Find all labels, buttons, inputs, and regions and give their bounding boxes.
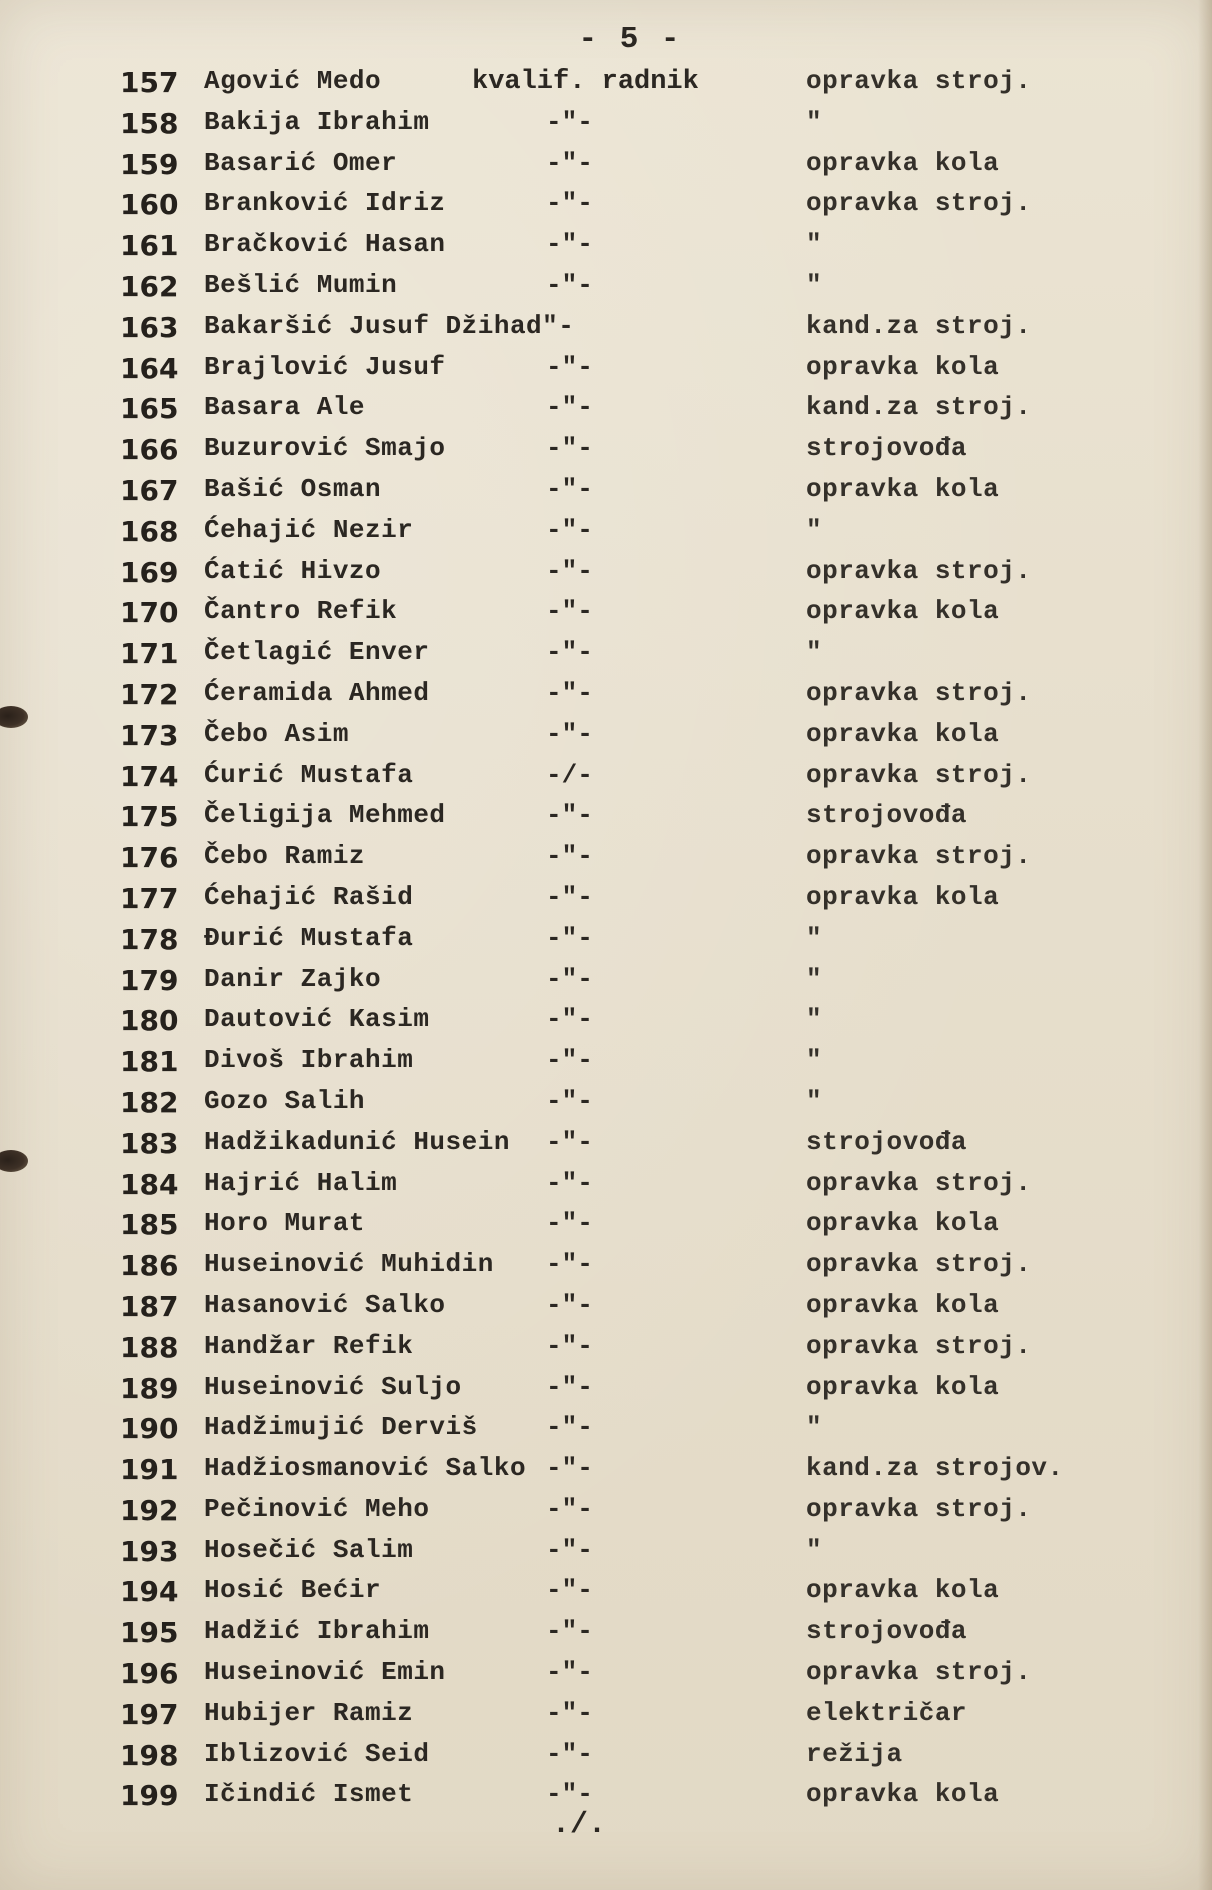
job-assignment: opravka kola (806, 1575, 1000, 1606)
ditto-mark: -"- (546, 1045, 593, 1076)
employee-name: Bakaršić Jusuf Džihad"- (204, 310, 575, 341)
job-assignment: " (806, 514, 823, 545)
list-item (0, 1653, 1212, 1694)
list-item (0, 1123, 1212, 1164)
continuation-mark: ./. (552, 1808, 607, 1842)
ditto-mark: -"- (546, 1493, 593, 1524)
row-number: 199 (120, 1779, 179, 1813)
job-assignment: opravka kola (806, 1208, 1000, 1239)
job-assignment: " (806, 1534, 823, 1565)
row-number: 187 (120, 1289, 179, 1323)
list-item (0, 1000, 1212, 1041)
ditto-mark: -"- (546, 1657, 593, 1688)
ditto-mark: -"- (546, 1697, 593, 1728)
row-number: 163 (120, 310, 179, 344)
list-item (0, 837, 1212, 878)
row-number: 175 (120, 800, 179, 834)
row-number: 195 (120, 1616, 179, 1650)
list-item (0, 1286, 1212, 1327)
row-number: 157 (120, 66, 179, 99)
row-number: 196 (120, 1657, 179, 1691)
row-number: 177 (120, 881, 179, 915)
employee-name: Basara Ale (204, 392, 366, 423)
list-item (0, 388, 1212, 429)
job-assignment: strojovođa (806, 433, 968, 464)
row-number: 172 (120, 677, 179, 711)
list-item (0, 1408, 1212, 1449)
job-assignment: opravka kola (806, 1289, 1000, 1320)
ditto-mark: -"- (546, 922, 593, 953)
employee-name: Basarić Omer (204, 147, 398, 178)
ditto-mark: -"- (546, 1412, 593, 1443)
job-assignment: električar (806, 1697, 968, 1728)
employee-name: Ćehajić Rašid (204, 881, 414, 912)
job-assignment: " (806, 269, 823, 300)
row-number: 178 (120, 922, 179, 956)
employee-name: Hajrić Halim (204, 1167, 398, 1198)
ditto-mark: -"- (546, 188, 593, 219)
list-item (0, 144, 1212, 185)
ditto-mark: -"- (546, 555, 593, 586)
list-item (0, 266, 1212, 307)
list-item (0, 715, 1212, 756)
ditto-mark: -"- (546, 596, 593, 627)
job-assignment: opravka stroj. (806, 188, 1032, 219)
job-assignment: strojovođa (806, 1126, 968, 1157)
ditto-mark: -"- (546, 1779, 593, 1810)
job-assignment: " (806, 637, 823, 668)
job-assignment: opravka stroj. (806, 1249, 1032, 1280)
employee-name: Danir Zajko (204, 963, 382, 994)
job-assignment: opravka stroj. (806, 1167, 1032, 1198)
employee-name: Huseinović Muhidin (204, 1249, 494, 1280)
employee-name: Dautović Kasim (204, 1004, 430, 1035)
job-assignment: opravka stroj. (806, 841, 1032, 872)
employee-name: Iblizović Seid (204, 1738, 430, 1769)
row-number: 165 (120, 392, 179, 426)
employee-name: Bakija Ibrahim (204, 106, 430, 137)
job-assignment: opravka kola (806, 1779, 1000, 1810)
row-number: 184 (120, 1167, 179, 1201)
list-item (0, 878, 1212, 919)
list-item (0, 592, 1212, 633)
row-number: 170 (120, 596, 179, 630)
job-assignment: " (806, 106, 823, 137)
ditto-mark: -"- (546, 473, 593, 504)
ditto-mark: -"- (546, 1453, 593, 1484)
employee-name: Ćatić Hivzo (204, 555, 382, 586)
job-assignment: " (806, 963, 823, 994)
row-number: 158 (120, 106, 179, 140)
employee-name: Hadžić Ibrahim (204, 1616, 430, 1647)
job-assignment: opravka stroj. (806, 677, 1032, 708)
job-assignment: " (806, 1045, 823, 1076)
row-number: 197 (120, 1697, 179, 1731)
job-assignment: opravka stroj. (806, 759, 1032, 790)
job-assignment: opravka kola (806, 147, 1000, 178)
ditto-mark: -"- (546, 229, 593, 260)
list-item (0, 1245, 1212, 1286)
job-assignment: opravka stroj. (806, 555, 1032, 586)
job-assignment: opravka kola (806, 881, 1000, 912)
list-item (0, 1082, 1212, 1123)
job-assignment: kand.za strojov. (806, 1453, 1064, 1484)
ditto-mark: -"- (546, 1289, 593, 1320)
list-item (0, 633, 1212, 674)
row-number: 173 (120, 718, 179, 752)
job-assignment: režija (806, 1738, 903, 1769)
job-assignment: opravka kola (806, 596, 1000, 627)
list-item (0, 1204, 1212, 1245)
employee-name: Bešlić Mumin (204, 269, 398, 300)
employee-name: Huseinović Emin (204, 1657, 446, 1688)
row-number: 198 (120, 1738, 179, 1772)
list-item (0, 307, 1212, 348)
list-item (0, 1694, 1212, 1735)
row-number: 168 (120, 514, 179, 548)
ditto-mark: -"- (546, 147, 593, 178)
list-item (0, 960, 1212, 1001)
row-number: 162 (120, 269, 179, 303)
employee-name: Hosić Bećir (204, 1575, 382, 1606)
ditto-mark: -"- (546, 433, 593, 464)
row-number: 190 (120, 1412, 179, 1446)
ditto-mark: -"- (546, 841, 593, 872)
row-number: 159 (120, 147, 179, 181)
ditto-mark: -"- (546, 269, 593, 300)
row-number: 186 (120, 1249, 179, 1283)
employee-name: Buzurović Smajo (204, 433, 446, 464)
list-item (0, 429, 1212, 470)
row-number: 167 (120, 473, 179, 507)
employee-name: Agović Medo (204, 66, 382, 96)
list-item (0, 674, 1212, 715)
employee-name: Divoš Ibrahim (204, 1045, 414, 1076)
employee-name: Bračković Hasan (204, 229, 446, 260)
list-item (0, 1735, 1212, 1776)
list-item (0, 756, 1212, 797)
employee-name: Ćehajić Nezir (204, 514, 414, 545)
job-assignment: strojovođa (806, 800, 968, 831)
employee-name: Ćeramida Ahmed (204, 677, 430, 708)
ditto-mark: -"- (546, 881, 593, 912)
job-assignment: kand.za stroj. (806, 310, 1032, 341)
job-assignment: opravka stroj. (806, 1493, 1032, 1524)
job-assignment: opravka stroj. (806, 66, 1032, 96)
employee-name: Hadžikadunić Husein (204, 1126, 510, 1157)
employee-name: Čantro Refik (204, 596, 398, 627)
ditto-mark: -"- (546, 637, 593, 668)
ditto-mark: -"- (546, 514, 593, 545)
ditto-mark: -"- (546, 800, 593, 831)
ditto-mark: -"- (546, 392, 593, 423)
employee-name: Handžar Refik (204, 1330, 414, 1361)
list-item (0, 511, 1212, 552)
list-item (0, 348, 1212, 389)
ditto-mark: -"- (546, 1167, 593, 1198)
employee-name: Bašić Osman (204, 473, 382, 504)
job-assignment: opravka kola (806, 718, 1000, 749)
job-assignment: " (806, 1412, 823, 1443)
job-assignment: " (806, 1085, 823, 1116)
employee-name: Brajlović Jusuf (204, 351, 446, 382)
list-item (0, 184, 1212, 225)
row-number: 171 (120, 637, 179, 671)
ditto-mark: -"- (546, 1085, 593, 1116)
employee-name: Ćurić Mustafa (204, 759, 414, 790)
ditto-mark: -"- (546, 677, 593, 708)
employee-name: Huseinović Suljo (204, 1371, 462, 1402)
employee-name: Gozo Salih (204, 1085, 366, 1116)
row-number: 189 (120, 1371, 179, 1405)
job-assignment: opravka kola (806, 1371, 1000, 1402)
list-item (0, 103, 1212, 144)
row-number: 181 (120, 1045, 179, 1079)
list-item (0, 1164, 1212, 1205)
employee-name: Hasanović Salko (204, 1289, 446, 1320)
ditto-mark: -"- (546, 1738, 593, 1769)
employee-name: Čeligija Mehmed (204, 800, 446, 831)
list-item (0, 919, 1212, 960)
ditto-mark: -"- (546, 718, 593, 749)
job-assignment: opravka stroj. (806, 1657, 1032, 1688)
row-number: 160 (120, 188, 179, 222)
row-number: 191 (120, 1453, 179, 1487)
ditto-mark: -"- (546, 1616, 593, 1647)
employee-name: Hubijer Ramiz (204, 1697, 414, 1728)
list-item (0, 1531, 1212, 1572)
employee-name: Hadžimujić Derviš (204, 1412, 478, 1443)
employee-name: Đurić Mustafa (204, 922, 414, 953)
ditto-mark: -"- (546, 1004, 593, 1035)
ditto-mark: -"- (546, 1371, 593, 1402)
employee-name: Hadžiosmanović Salko (204, 1453, 527, 1484)
job-assignment: opravka kola (806, 351, 1000, 382)
list-item (0, 1449, 1212, 1490)
row-number: 174 (120, 759, 179, 793)
row-number: 169 (120, 555, 179, 589)
row-number: 183 (120, 1126, 179, 1160)
list-item (0, 225, 1212, 266)
qualification-header: kvalif. radnik (472, 67, 699, 97)
row-number: 182 (120, 1085, 179, 1119)
job-assignment: " (806, 229, 823, 260)
employee-name: Horo Murat (204, 1208, 366, 1239)
job-assignment: " (806, 1004, 823, 1035)
row-number: 194 (120, 1575, 179, 1609)
row-number: 179 (120, 963, 179, 997)
list-item (0, 1612, 1212, 1653)
ditto-mark: -"- (546, 1249, 593, 1280)
employee-name: Četlagić Enver (204, 637, 430, 668)
row-number: 176 (120, 841, 179, 875)
list-item (0, 62, 1212, 103)
list-item (0, 1490, 1212, 1531)
job-assignment: strojovođa (806, 1616, 968, 1647)
ditto-mark: -"- (546, 1330, 593, 1361)
list-item (0, 1571, 1212, 1612)
ditto-mark: -/- (546, 759, 593, 790)
employee-name: Pečinović Meho (204, 1493, 430, 1524)
list-item (0, 1368, 1212, 1409)
list-item (0, 552, 1212, 593)
page-number: - 5 - (578, 22, 682, 57)
employee-name: Ičindić Ismet (204, 1779, 414, 1810)
employee-list (0, 62, 1212, 1816)
row-number: 193 (120, 1534, 179, 1568)
ditto-mark: -"- (546, 963, 593, 994)
row-number: 164 (120, 351, 179, 385)
ditto-mark: -"- (546, 1534, 593, 1565)
list-item (0, 796, 1212, 837)
ditto-mark: -"- (546, 1575, 593, 1606)
job-assignment: opravka kola (806, 473, 1000, 504)
row-number: 185 (120, 1208, 179, 1242)
ditto-mark: -"- (546, 106, 593, 137)
employee-name: Čebo Ramiz (204, 841, 366, 872)
list-item (0, 1041, 1212, 1082)
job-assignment: opravka stroj. (806, 1330, 1032, 1361)
job-assignment: kand.za stroj. (806, 392, 1032, 423)
ditto-mark: -"- (546, 1126, 593, 1157)
row-number: 166 (120, 433, 179, 467)
ditto-mark: -"- (546, 351, 593, 382)
row-number: 192 (120, 1493, 179, 1527)
list-item (0, 1327, 1212, 1368)
list-item (0, 470, 1212, 511)
row-number: 188 (120, 1330, 179, 1364)
job-assignment: " (806, 922, 823, 953)
row-number: 180 (120, 1004, 179, 1038)
employee-name: Branković Idriz (204, 188, 446, 219)
ditto-mark: -"- (546, 1208, 593, 1239)
row-number: 161 (120, 229, 179, 263)
employee-name: Hosečić Salim (204, 1534, 414, 1565)
employee-name: Čebo Asim (204, 718, 349, 749)
